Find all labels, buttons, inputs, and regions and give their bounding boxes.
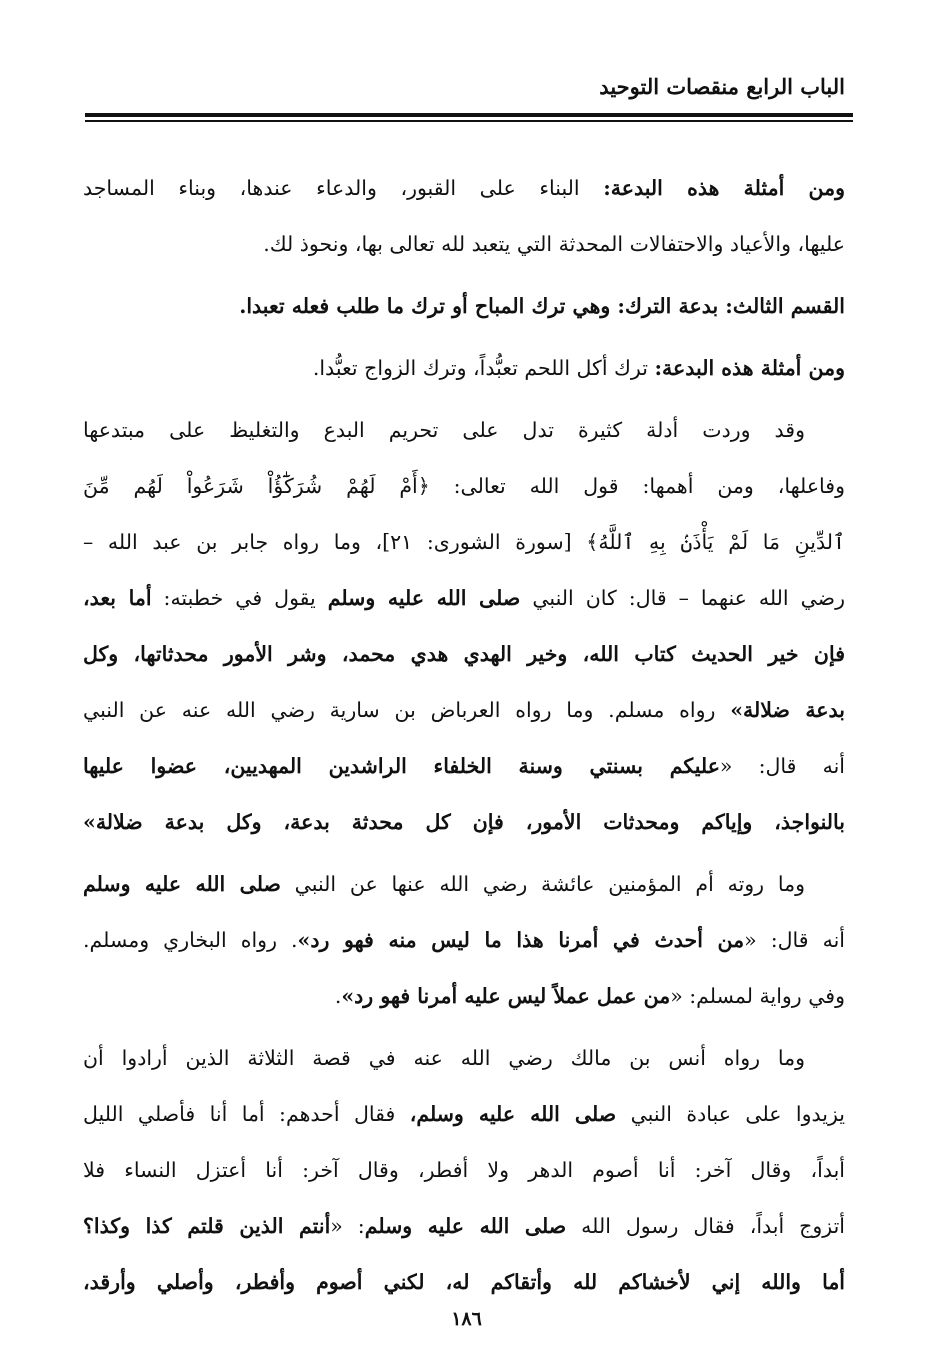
chapter-title: الباب الرابع منقصات التوحيد (599, 74, 845, 99)
paragraph-4-line-4 (83, 570, 845, 626)
text-run: . (334, 984, 342, 1008)
paragraph-4-line-2: وفاعلها، ومن أهمها: قول الله تعالى: ﴿أَمْ لَهُمْ شُرَكَٰٓؤُاْ شَرَعُواْ لَهُم مِّنَ (83, 474, 845, 498)
bold-text: القسم الثالث: بدعة الترك: وهي ترك المباح أو ترك ما طلب فعله تعبدا. (239, 294, 845, 318)
paragraph-4-line-7 (83, 738, 845, 794)
text-run: رضي الله عنهما – قال: كان النبي (520, 586, 845, 610)
paragraph-6-line-2 (83, 1086, 845, 1142)
text-run: يزيدوا على عبادة النبي (616, 1102, 845, 1126)
text-run: . رواه البخاري ومسلم. (83, 928, 298, 952)
page-number: ١٨٦ (451, 1308, 482, 1330)
bold-text: من أحدث في أمرنا هذا ما ليس منه فهو رد» (297, 928, 745, 952)
paragraph-4-line-5 (83, 626, 845, 682)
paragraph-6-line-5 (83, 1254, 845, 1310)
text-run: : « (330, 1214, 365, 1238)
bold-text: صلى الله عليه وسلم، (409, 1102, 617, 1126)
bold-text: من عمل عملاً ليس عليه أمرنا فهو رد» (341, 984, 671, 1008)
header-rule-thick (85, 113, 853, 117)
bold-text: عليكم بسنتي وسنة الخلفاء الراشدين المهديين، عضوا عليها (83, 754, 720, 778)
bold-text: أما والله إني لأخشاكم لله وأتقاكم له، لكني أصوم وأفطر، وأصلي وأرقد، (83, 1270, 845, 1294)
paragraph-5-line-2 (83, 912, 845, 968)
bold-text: بالنواجذ، وإياكم ومحدثات الأمور، فإن كل محدثة بدعة، وكل بدعة ضلالة» (83, 810, 845, 834)
text-run: رواه مسلم. وما رواه العرباض بن سارية رضي الله عنه عن النبي (83, 698, 731, 722)
paragraph-4-line-1: وقد وردت أدلة كثيرة تدل على تحريم البدع والتغليظ على مبتدعها (83, 418, 805, 442)
paragraph-2-line-1 (83, 278, 845, 334)
text-run: ترك أكل اللحم تعبُّداً، وترك الزواج تعبُّدا. (312, 356, 655, 380)
bold-text: صلى الله عليه وسلم (364, 1214, 567, 1238)
paragraph-1-line-1 (83, 160, 845, 216)
bold-lead: ومن أمثلة هذه البدعة: (603, 176, 845, 200)
running-header (80, 70, 845, 112)
paragraph-4-line-8 (83, 794, 845, 850)
text-run: وما روته أم المؤمنين عائشة رضي الله عنها عن النبي (280, 872, 805, 896)
bold-text: أما بعد، (83, 586, 152, 610)
text-run: البناء على القبور، والدعاء عندها، وبناء المساجد (83, 176, 604, 200)
paragraph-6-line-3: أبداً، وقال آخر: أنا أصوم الدهر ولا أفطر، وقال آخر: أنا أعتزل النساء فلا (83, 1158, 845, 1182)
bold-text: صلى الله عليه وسلم (327, 586, 521, 610)
text-run: أتزوج أبداً، فقال رسول الله (566, 1214, 845, 1238)
paragraph-6-line-1: وما رواه أنس بن مالك رضي الله عنه في قصة الثلاثة الذين أرادوا أن (83, 1046, 805, 1070)
paragraph-3-line-1 (83, 340, 845, 396)
body-text (83, 160, 845, 1310)
paragraph-5-line-1 (83, 856, 845, 912)
bold-text: صلى الله عليه وسلم (83, 872, 281, 896)
bold-text: فإن خير الحديث كتاب الله، وخير الهدي هدي محمد، وشر الأمور محدثاتها، وكل (83, 642, 845, 666)
paragraph-4-line-6 (83, 682, 845, 738)
text-run: وفي رواية لمسلم: « (670, 984, 845, 1008)
paragraph-4-line-3: ٱلدِّينِ مَا لَمْ يَأْذَنۢ بِهِ ٱللَّهُ﴾ [سورة الشورى: ٢١]، وما رواه جابر بن عبد الله – (83, 530, 845, 554)
text-run: أنه قال: « (719, 754, 845, 778)
header-rule-thin (85, 120, 853, 122)
text-run: فقال أحدهم: أما أنا فأصلي الليل (83, 1102, 410, 1126)
text-run: يقول في خطبته: (151, 586, 328, 610)
paragraph-1-line-2: عليها، والأعياد والاحتفالات المحدثة التي يتعبد لله تعالى بها، ونحوذ لك. (263, 232, 845, 256)
paragraph-6-line-4 (83, 1198, 845, 1254)
paragraph-5-line-3 (83, 968, 845, 1024)
bold-lead: ومن أمثلة هذه البدعة: (654, 356, 845, 380)
bold-text: بدعة ضلالة» (730, 698, 845, 722)
bold-text: أنتم الذين قلتم كذا وكذا؟ (83, 1214, 331, 1238)
text-run: أنه قال: « (744, 928, 845, 952)
